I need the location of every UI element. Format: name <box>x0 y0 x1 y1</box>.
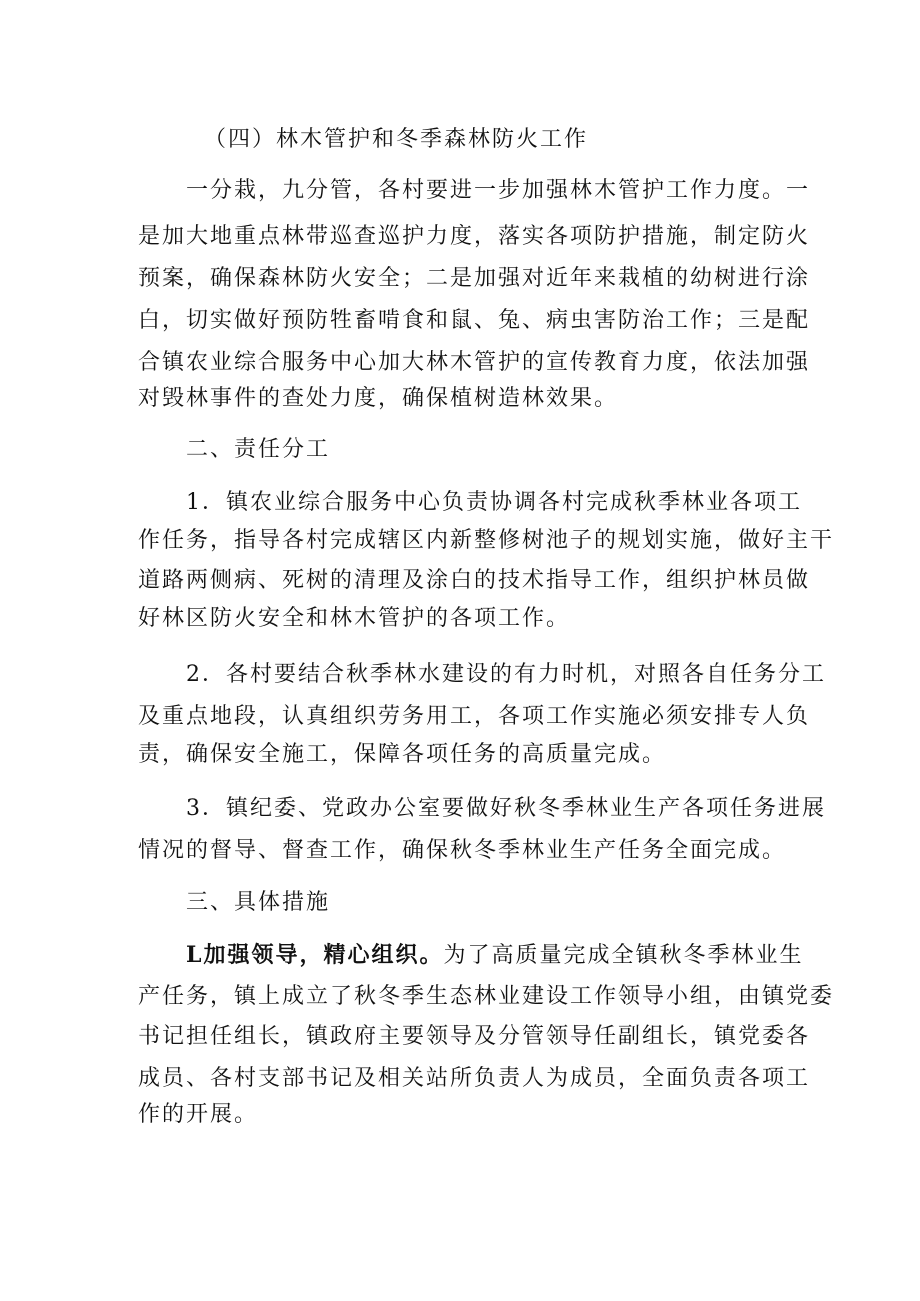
paragraph-line: 一分栽，九分管，各村要进一步加强林木管护工作力度。一 <box>186 178 811 203</box>
measure-line: 书记担任组长，镇政府主要领导及分管领导任副组长，镇党委各 <box>138 1024 811 1049</box>
heading-section-4: （四）林木管护和冬季森林防火工作 <box>204 127 589 152</box>
list-item-line: 及重点地段，认真组织劳务用工，各项工作实施必须安排专人负 <box>138 704 811 729</box>
section-title-3: 三、具体措施 <box>186 890 331 915</box>
measure-line: 成员、各村支部书记及相关站所负责人为成员，全面负责各项工 <box>138 1066 811 1091</box>
measure-line: 作的开展。 <box>138 1102 259 1127</box>
list-item-line: 责，确保安全施工，保障各项任务的高质量完成。 <box>138 742 667 767</box>
paragraph-line: 预案，确保森林防火安全；二是加强对近年来栽植的幼树进行涂 <box>138 266 811 291</box>
paragraph-line: 对毁林事件的查处力度，确保植树造林效果。 <box>138 386 619 411</box>
paragraph-line: 白，切实做好预防牲畜啃食和鼠、兔、病虫害防治工作；三是配 <box>138 308 811 333</box>
list-item-line: 2．各村要结合秋季林水建设的有力时机，对照各自任务分工 <box>186 662 826 687</box>
list-item-line: 1．镇农业综合服务中心负责协调各村完成秋季林业各项工 <box>186 490 802 515</box>
paragraph-line: 合镇农业综合服务中心加大林木管护的宣传教育力度，依法加强 <box>138 350 811 375</box>
measure-first-rest: 为了高质量完成全镇秋冬季林业生 <box>443 943 804 968</box>
list-item-line: 好林区防火安全和林木管护的各项工作。 <box>138 606 571 631</box>
list-item-line: 情况的督导、督查工作，确保秋冬季林业生产任务全面完成。 <box>138 838 787 863</box>
list-item-line: 道路两侧病、死树的清理及涂白的技术指导工作，组织护林员做 <box>138 568 811 593</box>
measure-first-line <box>186 940 804 971</box>
measure-line: 产任务，镇上成立了秋冬季生态林业建设工作领导小组，由镇党委 <box>138 984 835 1009</box>
list-item-line: 3．镇纪委、党政办公室要做好秋冬季林业生产各项任务进展 <box>186 796 826 821</box>
measure-lead-bold: L加强领导，精心组织。 <box>186 942 444 968</box>
section-title-2: 二、责任分工 <box>186 437 331 462</box>
paragraph-line: 是加大地重点林带巡查巡护力度，落实各项防护措施，制定防火 <box>138 224 811 249</box>
list-item-line: 作任务，指导各村完成辖区内新整修树池子的规划实施，做好主干 <box>138 528 835 553</box>
